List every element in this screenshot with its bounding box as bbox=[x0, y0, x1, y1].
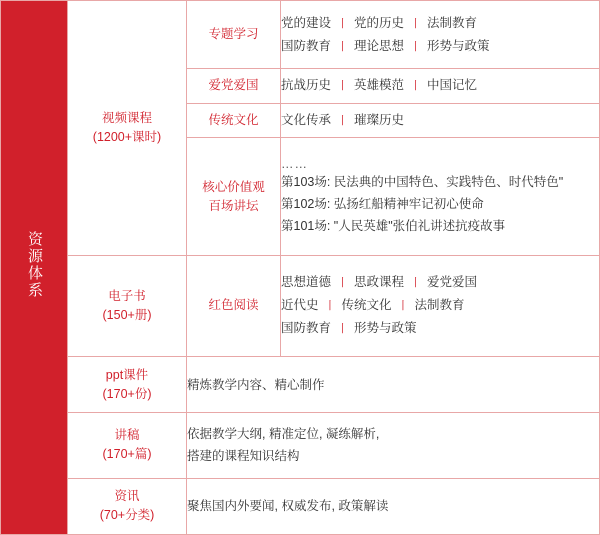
subsection-topic-study-label: 专题学习 bbox=[208, 27, 259, 41]
left-bar-label: 资源体系 bbox=[26, 231, 43, 299]
table-row bbox=[1, 255, 600, 356]
section-lecture-notes bbox=[68, 413, 187, 478]
item-separator: 丨 bbox=[337, 17, 349, 30]
item-separator: 丨 bbox=[337, 40, 349, 53]
item-separator: 丨 bbox=[410, 80, 422, 93]
topic-study-row-1 bbox=[281, 12, 599, 35]
topic-study-item: 国防教育 bbox=[281, 38, 332, 53]
red-reading-item: 形势与政策 bbox=[354, 321, 417, 336]
patriotism-item: 英雄模范 bbox=[354, 78, 405, 93]
lecture-notes-line-1: 依据教学大纲, 精准定位, 凝练解析, bbox=[187, 427, 380, 442]
section-lecture-notes-name: 讲稿 bbox=[114, 428, 140, 443]
subsection-red-reading-label: 红色阅读 bbox=[208, 298, 259, 313]
red-reading-item: 传统文化 bbox=[341, 298, 392, 313]
patriotism-items bbox=[281, 69, 600, 104]
left-red-bar bbox=[1, 1, 68, 535]
item-separator: 丨 bbox=[337, 323, 349, 336]
item-separator: 丨 bbox=[410, 277, 422, 290]
ellipsis-marker: …… bbox=[281, 156, 308, 171]
item-separator: 丨 bbox=[337, 115, 349, 128]
traditional-culture-item: 文化传承 bbox=[281, 113, 332, 128]
subsection-patriotism-label: 爱党爱国 bbox=[208, 78, 259, 93]
traditional-culture-row-1 bbox=[281, 109, 599, 132]
subsection-patriotism bbox=[187, 69, 281, 104]
red-reading-row-1 bbox=[281, 271, 599, 294]
section-video-course-count: (1200+课时) bbox=[92, 129, 162, 144]
subsection-red-reading bbox=[187, 255, 281, 356]
section-ppt bbox=[68, 356, 187, 412]
item-separator: 丨 bbox=[397, 300, 409, 313]
section-news-count: (70+分类) bbox=[99, 508, 155, 523]
ppt-description bbox=[187, 356, 600, 412]
table-row bbox=[1, 356, 600, 412]
patriotism-row-1 bbox=[281, 74, 599, 97]
patriotism-item: 抗战历史 bbox=[281, 78, 332, 93]
red-reading-item: 近代史 bbox=[281, 298, 319, 313]
lecture-notes-description bbox=[187, 413, 600, 478]
subsection-topic-study bbox=[187, 1, 281, 69]
section-ppt-count: (170+份) bbox=[102, 386, 152, 401]
topic-study-item: 形势与政策 bbox=[427, 38, 490, 53]
red-reading-item: 思政课程 bbox=[354, 275, 405, 290]
item-separator: 丨 bbox=[410, 40, 422, 53]
table-row bbox=[1, 478, 600, 534]
news-description bbox=[187, 478, 600, 534]
section-ebook-name: 电子书 bbox=[108, 288, 146, 303]
topic-study-row-2 bbox=[281, 35, 599, 58]
patriotism-item: 中国记忆 bbox=[427, 78, 478, 93]
table-row bbox=[1, 413, 600, 478]
topic-study-item: 理论思想 bbox=[354, 38, 405, 53]
news-description-line-1: 聚焦国内外要闻, 权威发布, 政策解读 bbox=[187, 499, 389, 514]
section-video-course bbox=[68, 1, 187, 256]
subsection-core-values-forum-line-1: 核心价值观 bbox=[202, 179, 265, 194]
red-reading-items bbox=[281, 255, 600, 356]
item-separator: 丨 bbox=[337, 80, 349, 93]
topic-study-item: 党的历史 bbox=[354, 15, 405, 30]
subsection-core-values-forum bbox=[187, 138, 281, 255]
topic-study-item: 党的建设 bbox=[281, 15, 332, 30]
red-reading-row-2 bbox=[281, 294, 599, 317]
subsection-traditional-culture-label: 传统文化 bbox=[208, 113, 259, 128]
item-separator: 丨 bbox=[324, 300, 336, 313]
red-reading-item: 法制教育 bbox=[414, 298, 465, 313]
section-ebook bbox=[68, 255, 187, 356]
red-reading-row-3 bbox=[281, 317, 599, 340]
topic-study-item: 法制教育 bbox=[427, 15, 478, 30]
ppt-description-line-1: 精炼教学内容、精心制作 bbox=[187, 377, 325, 392]
traditional-culture-items bbox=[281, 103, 600, 138]
red-reading-item: 爱党爱国 bbox=[427, 275, 478, 290]
section-video-course-name: 视频课程 bbox=[101, 110, 152, 125]
forum-session-102: 第102场: 弘扬红船精神牢记初心使命 bbox=[281, 196, 484, 211]
table-row bbox=[1, 1, 600, 69]
lecture-notes-line-2: 搭建的课程知识结构 bbox=[187, 449, 300, 464]
traditional-culture-item: 璀璨历史 bbox=[354, 113, 405, 128]
subsection-core-values-forum-line-2: 百场讲坛 bbox=[208, 198, 259, 213]
red-reading-item: 国防教育 bbox=[281, 321, 332, 336]
section-news bbox=[68, 478, 187, 534]
section-news-name: 资讯 bbox=[114, 489, 140, 504]
red-reading-item: 思想道德 bbox=[281, 275, 332, 290]
core-values-forum-items bbox=[281, 138, 600, 255]
topic-study-items bbox=[281, 1, 600, 69]
subsection-traditional-culture bbox=[187, 103, 281, 138]
section-ebook-count: (150+册) bbox=[102, 307, 152, 322]
forum-session-103: 第103场: 民法典的中国特色、实践特色、时代特色" bbox=[281, 174, 564, 189]
forum-session-101: 第101场: "人民英雄"张伯礼讲述抗疫故事 bbox=[281, 218, 506, 233]
section-lecture-notes-count: (170+篇) bbox=[102, 447, 152, 462]
item-separator: 丨 bbox=[337, 277, 349, 290]
item-separator: 丨 bbox=[410, 17, 422, 30]
section-ppt-name: ppt课件 bbox=[105, 367, 149, 382]
